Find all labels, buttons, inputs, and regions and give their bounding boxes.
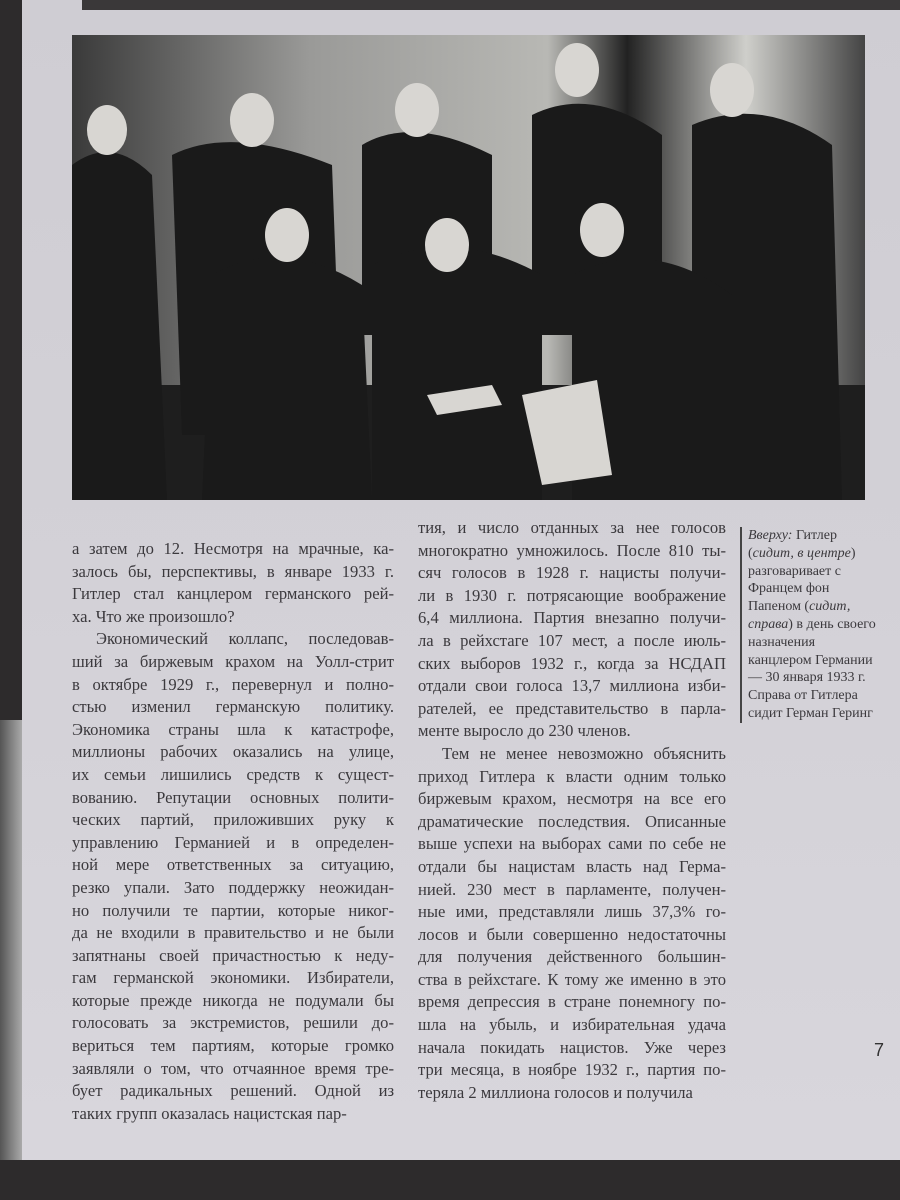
text-line: рателей, ее представительство в парла- [418, 698, 726, 718]
text-line: ских выборов 1932 г., когда за НСДАП [418, 653, 726, 673]
text-line: гам германской экономики. Избиратели, [72, 968, 394, 988]
text-line: ла в рейхстаге 107 мест, а после июль- [418, 630, 726, 650]
text-line: драматические последствия. Описанные [418, 811, 726, 831]
text-line: нией. 230 мест в парламенте, получен- [418, 879, 726, 899]
text-line: ший за биржевым крахом на Уолл-стрит [72, 651, 394, 671]
text-line: управлению Германией и в определен- [72, 832, 394, 852]
text-column-1 [72, 538, 394, 1125]
text-line: начала покидать нацистов. Уже через [418, 1037, 726, 1057]
caption-italic: сидит, в центре [752, 545, 851, 561]
text-line: для получения действенного большин- [418, 947, 726, 967]
text-line: залось бы, перспективы, в январе 1933 г. [72, 561, 394, 581]
photo-caption [740, 527, 882, 723]
text-line: которые прежде никогда не подумали бы [72, 990, 394, 1010]
text-line: в октябре 1929 г., перевернул и полно- [72, 674, 394, 694]
photo-illustration [72, 35, 865, 500]
text-line: таких групп оказалась нацистская пар- [72, 1103, 347, 1123]
text-line: да не входили в правительство и не были [72, 923, 394, 943]
text-line: голосовать за экстремистов, решили до- [72, 1013, 394, 1033]
page-number: 7 [874, 1040, 885, 1060]
text-line: сяч голосов в 1928 г. нацисты получи- [418, 563, 726, 583]
text-line: отдали бы нацистам власть над Герма- [418, 856, 726, 876]
text-line: резко упали. Зато поддержку неожидан- [72, 877, 394, 897]
text-line: ной мере ответственных за ситуацию, [72, 855, 394, 875]
caption-text: Гитлер ( [748, 528, 837, 561]
text-line: ства в рейхстаге. К тому же именно в это [418, 969, 726, 989]
adjacent-page-edge [0, 720, 22, 1160]
text-line: шла на убыль, и избирательная удача [418, 1015, 726, 1035]
text-line: заявляли о том, что отчаянное время тре- [72, 1058, 394, 1078]
text-line: ческих партий, приложивших руку к [72, 810, 394, 830]
text-line: запятнаны своей причастностью к неду- [72, 945, 394, 965]
text-line: отдали свои голоса 13,7 миллиона изби- [418, 676, 726, 696]
text-line: их семьи лишились средств к сущест- [72, 764, 394, 784]
historical-photo [72, 35, 865, 500]
text-column-2 [418, 517, 726, 1104]
text-line: лосов и были совершенно недостаточны [418, 924, 726, 944]
text-line: многократно умножилось. После 810 ты- [418, 540, 726, 560]
text-line: Гитлер стал канцлером германского рей- [72, 584, 394, 604]
caption-label: Вверху: [748, 528, 793, 543]
caption-text: ) разговаривает с Францем фон Папеном ( [748, 545, 856, 615]
text-line: но получили те партии, которые никог- [72, 900, 394, 920]
text-line: 6,4 миллиона. Партия внезапно получи- [418, 608, 726, 628]
text-line: менте выросло до 230 членов. [418, 721, 631, 741]
text-line: выше успехи на выборах сами по себе не [418, 834, 726, 854]
text-line: вованию. Репутации основных полити- [72, 787, 394, 807]
text-line: Тем не менее невозможно объяснить [442, 743, 726, 763]
text-line: а затем до 12. Несмотря на мрачные, ка- [72, 539, 394, 558]
text-line: приход Гитлера к власти одним только [418, 766, 726, 786]
text-line: миллионы рабочих оказались на улице, [72, 742, 394, 762]
text-line: стью изменил германскую политику. [72, 697, 394, 717]
text-line: ные ими, представляли лишь 37,3% го- [418, 902, 726, 922]
text-line: время депрессия в стране понемногу по- [418, 992, 726, 1012]
caption-italic: сидит, справа [748, 599, 851, 632]
text-line: вериться тем партиям, которые громко [72, 1036, 394, 1056]
text-line: Экономический коллапс, последовав- [96, 629, 394, 649]
text-line: три месяца, в ноябре 1932 г., партия по- [418, 1060, 726, 1080]
text-line: теряла 2 миллиона голосов и получила [418, 1082, 693, 1102]
text-line: тия, и число отданных за нее голосов [418, 518, 726, 537]
text-line: биржевым крахом, несмотря на все его [418, 789, 726, 809]
text-line: бует радикальных решений. Одной из [72, 1081, 394, 1101]
caption-text: ) в день своего назначения канцлером Германии — 30 января 1933 г. Справа от Гитлера сидит Герман Геринг [748, 616, 876, 721]
text-line: ха. Что же произошло? [72, 606, 235, 626]
text-line: ли в 1930 г. потрясающие воображение [418, 585, 726, 605]
text-line: Экономика страны шла к катастрофе, [72, 719, 394, 739]
top-edge [82, 0, 900, 10]
